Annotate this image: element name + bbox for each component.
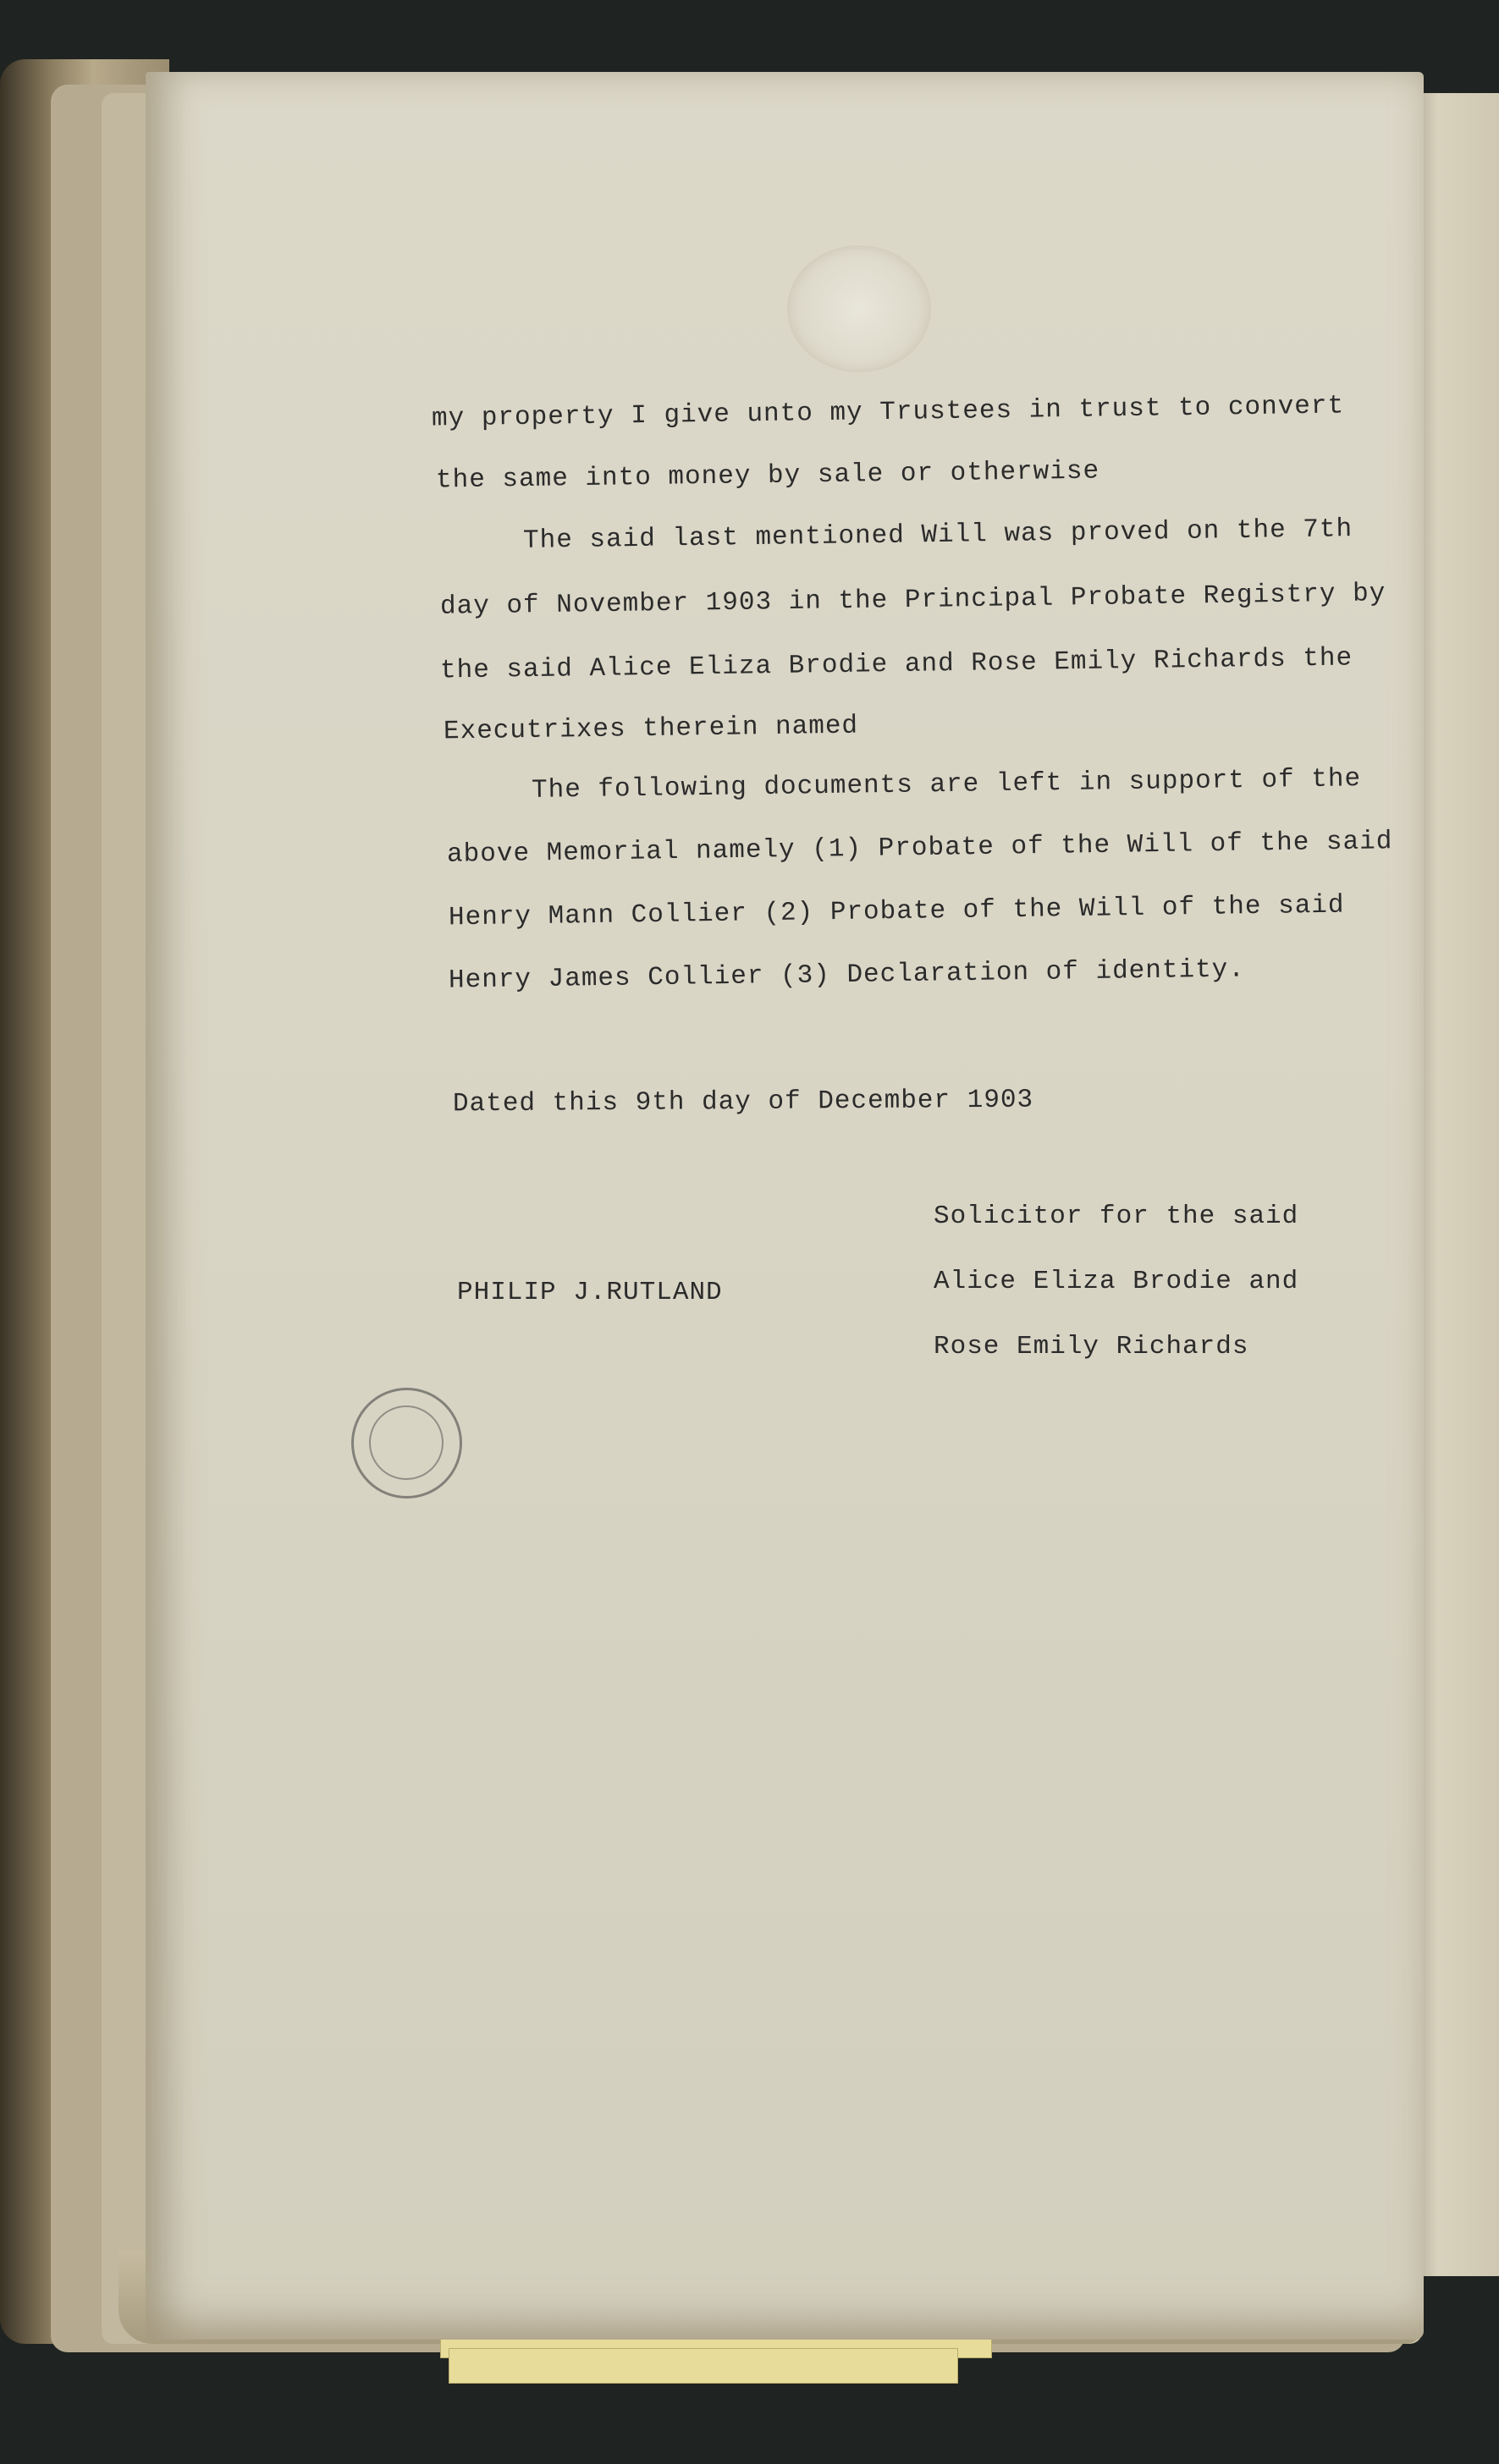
- signatory-name: PHILIP J.RUTLAND: [457, 1278, 723, 1307]
- text-line: day of November 1903 in the Principal Probate Registry by: [439, 579, 1386, 622]
- text-line: Executrixes therein named: [443, 711, 859, 747]
- text-line: my property I give unto my Trustees in trust to convert: [431, 391, 1345, 434]
- dated-line: Dated this 9th day of December 1903: [452, 1085, 1034, 1119]
- solicitor-line: Alice Eliza Brodie and: [934, 1267, 1299, 1296]
- stamp-inner-ring: [369, 1405, 444, 1480]
- text-line: The said last mentioned Will was proved on the 7th: [522, 514, 1353, 556]
- paper-tab: [449, 2348, 958, 2384]
- solicitor-block: [934, 1202, 1298, 1397]
- ink-stamp-icon: [351, 1388, 462, 1499]
- text-line: The following documents are left in support of the: [531, 764, 1362, 806]
- solicitor-line: Rose Emily Richards: [934, 1332, 1249, 1361]
- solicitor-line: Solicitor for the said: [934, 1202, 1299, 1231]
- text-line: the said Alice Eliza Brodie and Rose Emily Richards the: [439, 643, 1353, 686]
- text-line: the same into money by sale or otherwise: [435, 456, 1100, 496]
- text-line: Henry James Collier (3) Declaration of identity.: [448, 954, 1246, 996]
- text-line: above Memorial namely (1) Probate of the Will of the said: [446, 827, 1393, 870]
- embossed-seal-icon: [787, 245, 931, 372]
- text-line: Henry Mann Collier (2) Probate of the Will of the said: [448, 890, 1345, 933]
